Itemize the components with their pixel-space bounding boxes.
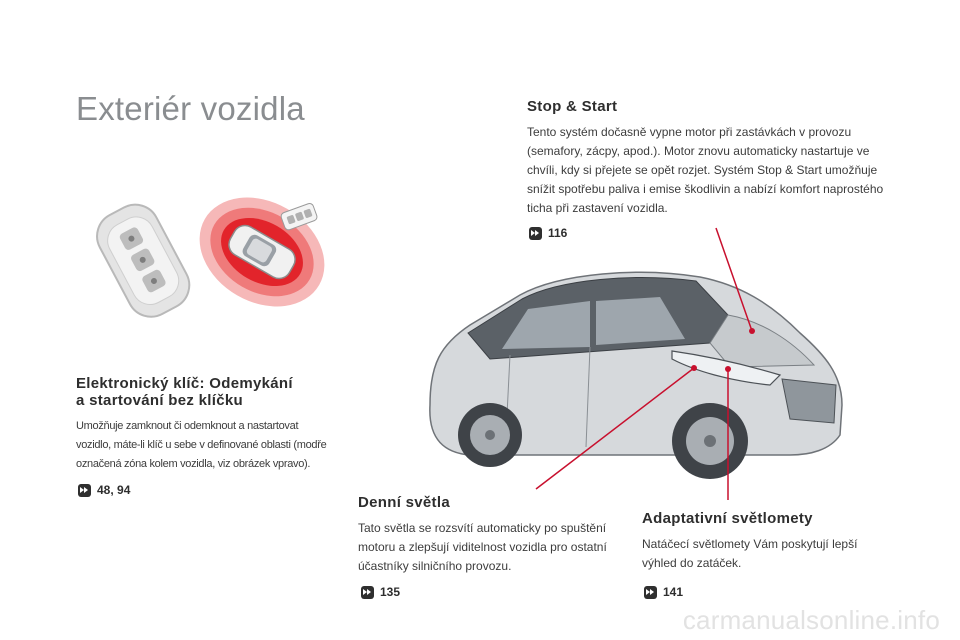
electronic-key-page-ref[interactable] <box>78 483 130 497</box>
page-reference-arrow-icon <box>529 227 542 240</box>
electronic-key-page-number: 48, 94 <box>97 483 131 497</box>
page-title: Exteriér vozidla <box>76 90 305 127</box>
daytime-lights-line-3: účastníky silničního provozu. <box>358 559 512 573</box>
callout-dot-stop-start <box>749 328 755 334</box>
electronic-key-line-1: Umožňuje zamknout či odemknout a nastartovat <box>76 420 299 432</box>
callout-dot-adaptive-lights <box>725 366 731 372</box>
daytime-lights-page-ref[interactable] <box>361 585 400 599</box>
electronic-key-line-2: vozidlo, máte-li klíč u sebe v definované oblasti (modře <box>76 439 327 451</box>
page-reference-arrow-icon <box>361 586 374 599</box>
callout-line-stop-start <box>716 228 752 331</box>
daytime-lights-line-2: motoru a zlepšují viditelnost vozidla pro ostatní <box>358 540 607 554</box>
daytime-lights-page-number: 135 <box>380 585 401 599</box>
stop-start-line-1: Tento systém dočasně vypne motor při zastávkách v provozu <box>527 125 852 139</box>
stop-start-line-2: (semafory, zácpy, apod.). Motor znovu automaticky nastartuje ve <box>527 144 870 158</box>
adaptive-lights-line-2: výhled do zatáček. <box>642 556 742 570</box>
adaptive-lights-heading: Adaptativní světlomety <box>642 510 813 527</box>
watermark: carmanualsonline.info <box>682 605 940 635</box>
stop-start-section <box>527 98 927 218</box>
electronic-key-line-3: označená zóna kolem vozidla, viz obrázek vpravo). <box>76 458 311 470</box>
daytime-lights-heading: Denní světla <box>358 494 450 511</box>
adaptive-lights-page-ref[interactable] <box>644 585 683 599</box>
electronic-key-heading-line-1: Elektronický klíč: Odemykání <box>76 375 293 392</box>
callout-line-daytime-lights <box>536 368 694 489</box>
adaptive-lights-section <box>642 510 922 573</box>
daytime-lights-section <box>358 494 638 576</box>
page-reference-arrow-icon <box>644 586 657 599</box>
electronic-key-heading-line-2: a startování bez klíčku <box>76 392 243 409</box>
adaptive-lights-page-number: 141 <box>663 585 684 599</box>
stop-start-heading: Stop & Start <box>527 98 618 115</box>
stop-start-line-5: ticha při zastavení vozidla. <box>527 201 668 215</box>
daytime-lights-line-1: Tato světla se rozsvítí automaticky po spuštění <box>358 521 607 535</box>
stop-start-line-3: chvíli, kdy si přejete se opět rozjet. Systém Stop & Start umožňuje <box>527 163 878 177</box>
stop-start-page-ref[interactable] <box>529 226 567 240</box>
page-reference-arrow-icon <box>78 484 91 497</box>
callout-dot-daytime-lights <box>691 365 697 371</box>
electronic-key-section <box>76 375 376 474</box>
stop-start-line-4: snížit spotřebu paliva i emise škodlivin a nabízí komfort naprostého <box>527 182 884 196</box>
stop-start-page-number: 116 <box>548 226 568 240</box>
adaptive-lights-line-1: Natáčecí světlomety Vám poskytují lepší <box>642 537 858 551</box>
